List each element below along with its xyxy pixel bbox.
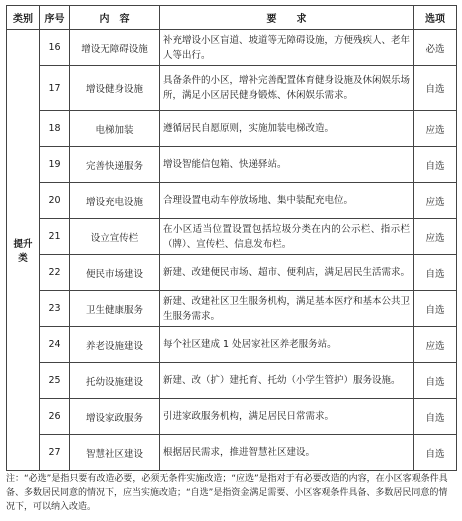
row-content: 增设充电设施 (70, 183, 160, 219)
table-row (7, 291, 457, 327)
row-number: 25 (40, 363, 70, 399)
row-number: 21 (40, 219, 70, 255)
row-number: 23 (40, 291, 70, 327)
requirements-table (6, 5, 457, 471)
row-requirement: 引进家政服务机构，满足居民日常需求。 (160, 399, 414, 435)
row-option: 自选 (414, 291, 457, 327)
row-option: 自选 (414, 66, 457, 111)
row-requirement: 根据居民需求，推进智慧社区建设。 (160, 435, 414, 471)
header-content: 内 容 (70, 6, 160, 30)
row-option: 应选 (414, 183, 457, 219)
row-requirement: 补充增设小区盲道、坡道等无障碍设施，方便残疾人、老年人等出行。 (160, 30, 414, 66)
row-option: 应选 (414, 111, 457, 147)
row-requirement: 具备条件的小区，增补完善配置体育健身设施及休闲娱乐场所，满足小区居民健身锻炼、休闲娱乐需求。 (160, 66, 414, 111)
row-content: 卫生健康服务 (70, 291, 160, 327)
row-option: 自选 (414, 147, 457, 183)
row-requirement: 每个社区建成 1 处居家社区养老服务站。 (160, 327, 414, 363)
table-row (7, 399, 457, 435)
row-requirement: 遵循居民自愿原则，实施加装电梯改造。 (160, 111, 414, 147)
table-row (7, 255, 457, 291)
header-row (7, 6, 457, 30)
row-content: 便民市场建设 (70, 255, 160, 291)
row-requirement: 新建、改建社区卫生服务机构，满足基本医疗和基本公共卫生服务需求。 (160, 291, 414, 327)
row-requirement: 合理设置电动车停放场地、集中装配充电位。 (160, 183, 414, 219)
table-row (7, 435, 457, 471)
header-number: 序号 (40, 6, 70, 30)
row-number: 18 (40, 111, 70, 147)
row-content: 托幼设施建设 (70, 363, 160, 399)
table-row (7, 219, 457, 255)
table-row (7, 30, 457, 66)
header-category: 类别 (7, 6, 40, 30)
row-number: 24 (40, 327, 70, 363)
row-content: 智慧社区建设 (70, 435, 160, 471)
table-row (7, 183, 457, 219)
footnote: 注：“必选”是指只要有改造必要，必须无条件实施改造；“应选”是指对于有必要改造的内容，在小区客观条件具备、多数居民同意的情况下，应当实施改造；“自选”是指资金满足需要、小区客观条件具备、多数居民同意的情况下，可以纳入改造。 (6, 474, 448, 512)
row-content: 设立宣传栏 (70, 219, 160, 255)
row-number: 16 (40, 30, 70, 66)
row-option: 自选 (414, 255, 457, 291)
row-number: 26 (40, 399, 70, 435)
row-number: 20 (40, 183, 70, 219)
row-number: 19 (40, 147, 70, 183)
row-requirement: 在小区适当位置设置包括垃圾分类在内的公示栏、指示栏（牌）、宣传栏、信息发布栏。 (160, 219, 414, 255)
header-requirement: 要 求 (160, 6, 414, 30)
row-requirement: 增设智能信包箱、快递驿站。 (160, 147, 414, 183)
row-content: 完善快递服务 (70, 147, 160, 183)
row-content: 电梯加装 (70, 111, 160, 147)
row-content: 增设健身设施 (70, 66, 160, 111)
table-row (7, 111, 457, 147)
row-option: 自选 (414, 399, 457, 435)
table-row (7, 66, 457, 111)
category-cell: 提升类 (7, 30, 40, 471)
table-row (7, 363, 457, 399)
row-option: 应选 (414, 219, 457, 255)
row-content: 养老设施建设 (70, 327, 160, 363)
row-content: 增设无障碍设施 (70, 30, 160, 66)
table-row (7, 147, 457, 183)
row-requirement: 新建、改建便民市场、超市、便利店，满足居民生活需求。 (160, 255, 414, 291)
row-content: 增设家政服务 (70, 399, 160, 435)
row-option: 应选 (414, 327, 457, 363)
table-row (7, 327, 457, 363)
row-option: 自选 (414, 435, 457, 471)
row-option: 自选 (414, 363, 457, 399)
row-requirement: 新建、改（扩）建托育、托幼（小学生管护）服务设施。 (160, 363, 414, 399)
row-number: 17 (40, 66, 70, 111)
row-number: 27 (40, 435, 70, 471)
row-number: 22 (40, 255, 70, 291)
header-option: 选项 (414, 6, 457, 30)
row-option: 必选 (414, 30, 457, 66)
